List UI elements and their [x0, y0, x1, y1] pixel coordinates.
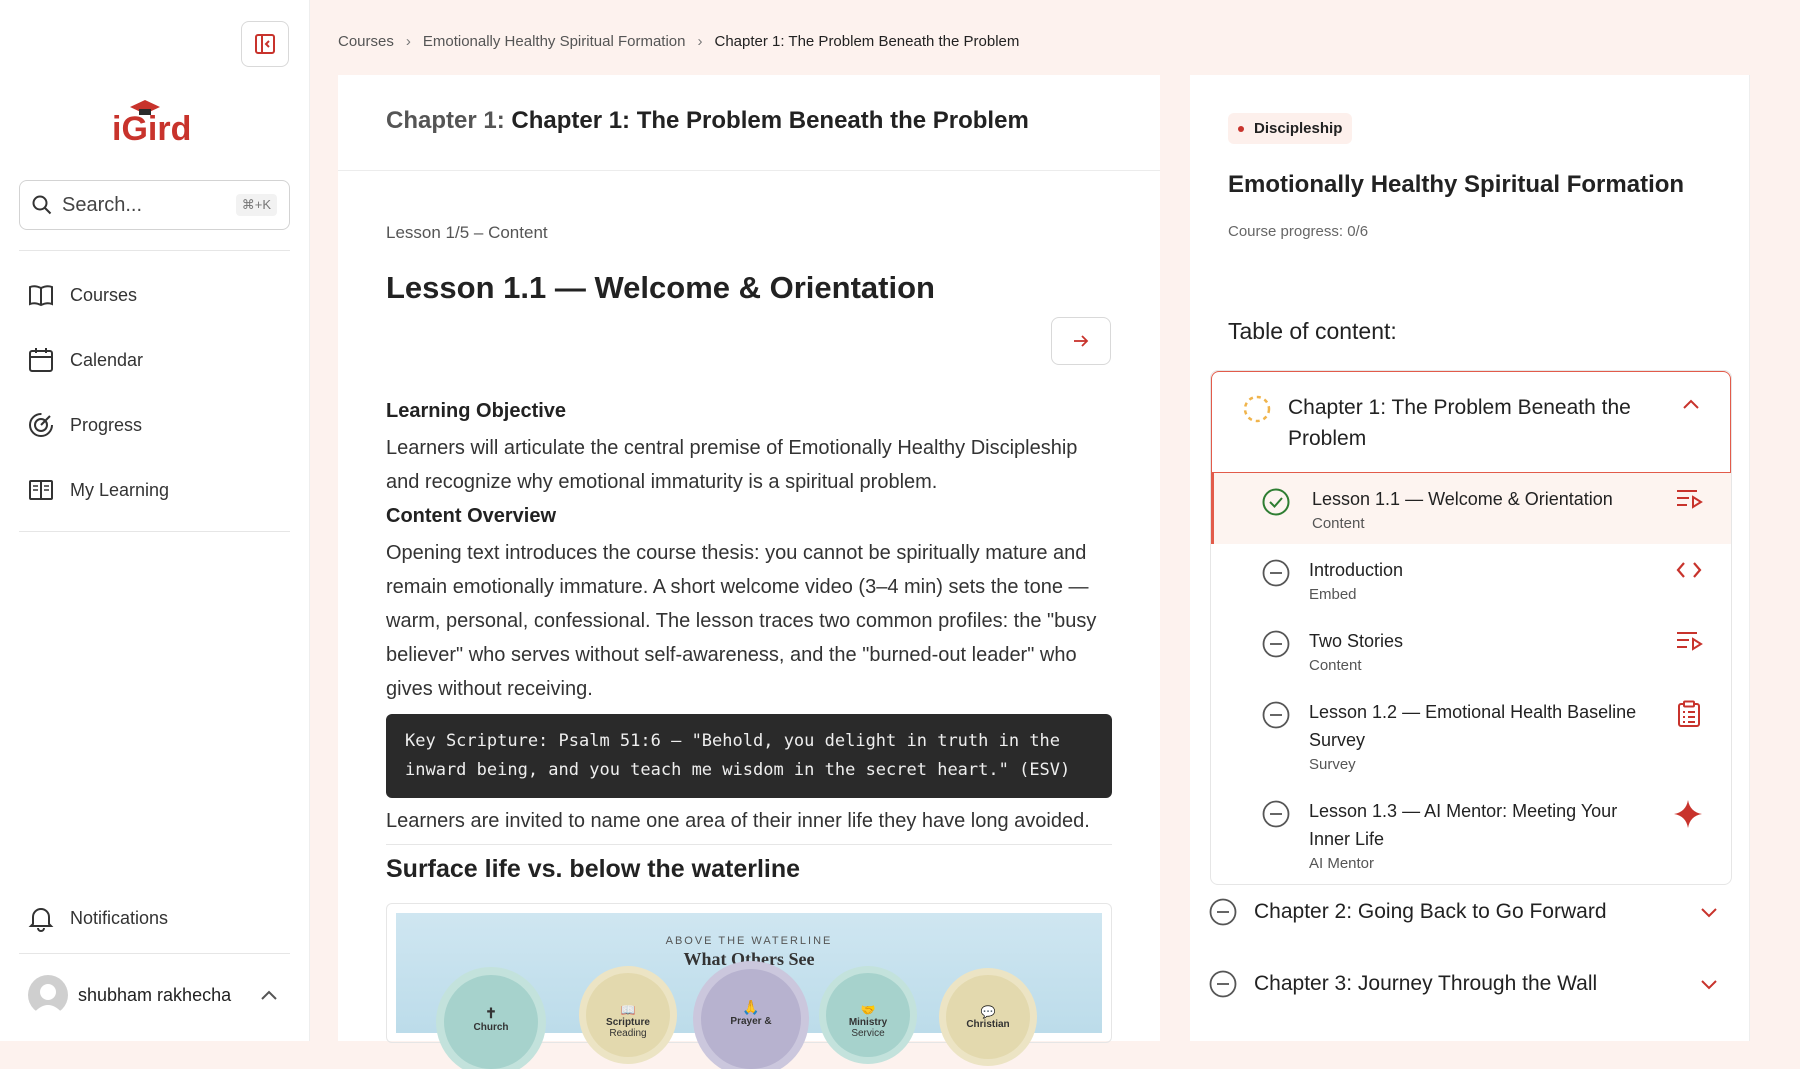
chapter-title-prefix: Chapter 1: [386, 107, 505, 134]
chapter-header [338, 75, 1160, 171]
book-icon [28, 283, 54, 307]
lesson-panel [338, 75, 1160, 1041]
waterline-infographic [386, 903, 1112, 1043]
lesson-name: Introduction [1309, 560, 1404, 580]
lesson-name: Two Stories [1309, 631, 1404, 651]
infographic-circle [946, 975, 1030, 1059]
scripture-line: inward being, and you teach me wisdom in the secret heart." (ESV) [405, 760, 1071, 780]
search-placeholder: Search... [62, 193, 143, 216]
invite-text: Learners are invited to name one area of their inner life they have long avoided. [386, 804, 1112, 845]
sidebar-item-label: My Learning [70, 479, 170, 500]
user-name: shubham rakhecha [78, 984, 232, 1005]
not-started-icon [1261, 799, 1291, 829]
course-progress: Course progress: 0/6 [1228, 223, 1369, 240]
chapter-2-header[interactable] [1208, 897, 1718, 927]
speech-bubble-icon: 💬 [980, 1005, 996, 1019]
collapse-sidebar-button[interactable] [241, 21, 289, 67]
category-tag-label: Discipleship [1254, 120, 1343, 137]
logo-text: iGird [112, 110, 192, 148]
course-title: Emotionally Healthy Spiritual Formation [1228, 171, 1685, 198]
search-input[interactable] [19, 180, 290, 230]
app-logo[interactable] [112, 100, 192, 150]
clipboard-icon [1675, 700, 1703, 728]
lesson-type: Content [1312, 515, 1365, 532]
lesson-name: Lesson 1.1 — Welcome & Orientation [1312, 489, 1613, 509]
cross-icon: ✝ [485, 1005, 497, 1021]
circle-label: Christian [966, 1019, 1010, 1030]
sidebar-item-label: Courses [70, 284, 138, 305]
check-circle-icon [1261, 487, 1291, 517]
circle-label: Reading [609, 1028, 647, 1039]
objective-heading: Learning Objective [386, 400, 567, 422]
lesson-item-1-2[interactable] [1211, 686, 1731, 785]
sidebar-item-label: Calendar [70, 349, 144, 370]
sidebar-divider [19, 531, 290, 532]
not-started-icon [1208, 969, 1238, 999]
chapter-title-text: Chapter 1: The Problem Beneath the Problem [511, 107, 1029, 134]
lesson-type: AI Mentor [1309, 855, 1375, 872]
chevron-right-icon: › [697, 33, 703, 50]
open-book-icon [28, 478, 54, 502]
lesson-name: Lesson 1.3 — AI Mentor: Meeting Your Inner Life [1309, 801, 1618, 849]
sidebar [0, 0, 310, 1041]
not-started-icon [1261, 629, 1291, 659]
code-icon [1675, 558, 1703, 582]
circle-label: Prayer & [730, 1016, 772, 1027]
content-list-icon [1675, 629, 1703, 653]
lesson-title: Lesson 1.1 — Welcome & Orientation [386, 270, 935, 305]
sidebar-item-label: Notifications [70, 907, 169, 928]
sidebar-divider [19, 953, 290, 954]
sparkle-icon [1673, 799, 1703, 829]
sidebar-item-my-learning[interactable] [28, 470, 169, 510]
infographic-overline: ABOVE THE WATERLINE [665, 935, 833, 947]
overview-text: Opening text introduces the course thesis: you cannot be spiritually mature and remain emotionally immature. A short welcome video (3–4 min) sets the tone — warm, personal, confessional. The lesson traces two common profiles: the "busy believer" who serves without self-awareness, and the "burned-out leader" who gives without receiving. [386, 542, 1097, 700]
category-tag [1228, 113, 1352, 144]
lesson-type: Embed [1309, 586, 1357, 603]
breadcrumb [338, 33, 1019, 50]
chevron-right-icon: › [405, 33, 411, 50]
chapter-1-header[interactable] [1211, 371, 1731, 473]
not-started-icon [1208, 897, 1238, 927]
sidebar-item-calendar[interactable] [28, 340, 143, 380]
infographic-circle [444, 975, 538, 1069]
not-started-icon [1261, 558, 1291, 588]
course-outline-panel [1190, 75, 1750, 1041]
lesson-name: Lesson 1.2 — Emotional Health Baseline Survey [1309, 702, 1637, 750]
handshake-icon: 🤝 [860, 1003, 876, 1017]
chevron-up-icon [1682, 398, 1700, 410]
scripture-block [386, 714, 1112, 798]
user-menu[interactable] [28, 975, 278, 1015]
lesson-item-two-stories[interactable] [1211, 615, 1731, 686]
overview-heading: Content Overview [386, 505, 557, 527]
user-silhouette-icon [32, 981, 64, 1015]
tag-dot-icon [1238, 126, 1244, 132]
prayer-icon: 🙏 [742, 999, 760, 1015]
infographic-circle [826, 973, 910, 1057]
circle-label: Scripture [606, 1017, 650, 1028]
sidebar-collapse-icon [254, 33, 276, 55]
breadcrumb-current: Chapter 1: The Problem Beneath the Problem [714, 33, 1020, 50]
lesson-type: Content [1309, 657, 1362, 674]
section-heading: Surface life vs. below the waterline [386, 855, 801, 883]
avatar [28, 975, 68, 1015]
infographic-image [396, 913, 1102, 1039]
lesson-meta: Lesson 1/5 – Content [386, 223, 548, 242]
lesson-item-1-3[interactable] [1211, 785, 1731, 884]
sidebar-item-progress[interactable] [28, 405, 142, 445]
scripture-icon: 📖 [620, 1003, 636, 1017]
chevron-down-icon [1700, 906, 1718, 918]
chapter-title: Chapter 1: The Problem Beneath the Problem [1288, 396, 1631, 450]
breadcrumb-course[interactable]: Emotionally Healthy Spiritual Formation [422, 33, 686, 50]
circle-label: Church [473, 1022, 509, 1033]
progress-icon [28, 412, 54, 438]
chapter-3-header[interactable] [1208, 969, 1718, 999]
sidebar-item-label: Progress [70, 414, 143, 435]
sidebar-item-notifications[interactable] [28, 898, 168, 938]
lesson-item-introduction[interactable] [1211, 544, 1731, 615]
infographic-circle [586, 973, 670, 1057]
lesson-item-1-1[interactable] [1211, 473, 1731, 544]
objective-text: Learners will articulate the central premise of Emotionally Healthy Discipleship and recognize why emotional immaturity is a spiritual problem. [386, 437, 1078, 493]
sidebar-item-courses[interactable] [28, 275, 137, 315]
chapter-title: Chapter 3: Journey Through the Wall [1254, 972, 1598, 995]
chapter-title [386, 107, 1112, 135]
content-list-icon [1675, 487, 1703, 511]
lesson-type: Survey [1309, 756, 1356, 773]
chapter-1-accordion [1210, 370, 1732, 885]
arrow-right-icon [1072, 334, 1090, 348]
toc-heading: Table of content: [1228, 318, 1397, 344]
chevron-up-icon [260, 989, 278, 1001]
search-icon [32, 195, 52, 215]
sidebar-divider [19, 250, 290, 251]
next-lesson-button[interactable] [1051, 317, 1111, 365]
in-progress-icon [1242, 394, 1272, 424]
infographic-circle [701, 969, 801, 1069]
scripture-line: Key Scripture: Psalm 51:6 — "Behold, you delight in truth in the [405, 731, 1061, 751]
circle-label: Service [851, 1028, 885, 1039]
infographic-title: What Others See [683, 949, 815, 969]
chevron-down-icon [1700, 978, 1718, 990]
chapter-title: Chapter 2: Going Back to Go Forward [1254, 900, 1607, 923]
lesson-content [386, 400, 1112, 884]
breadcrumb-courses[interactable]: Courses [338, 33, 394, 50]
search-shortcut-badge: ⌘+K [236, 194, 277, 216]
calendar-icon [28, 347, 54, 373]
not-started-icon [1261, 700, 1291, 730]
circle-label: Ministry [848, 1017, 888, 1028]
bell-icon [28, 905, 54, 931]
